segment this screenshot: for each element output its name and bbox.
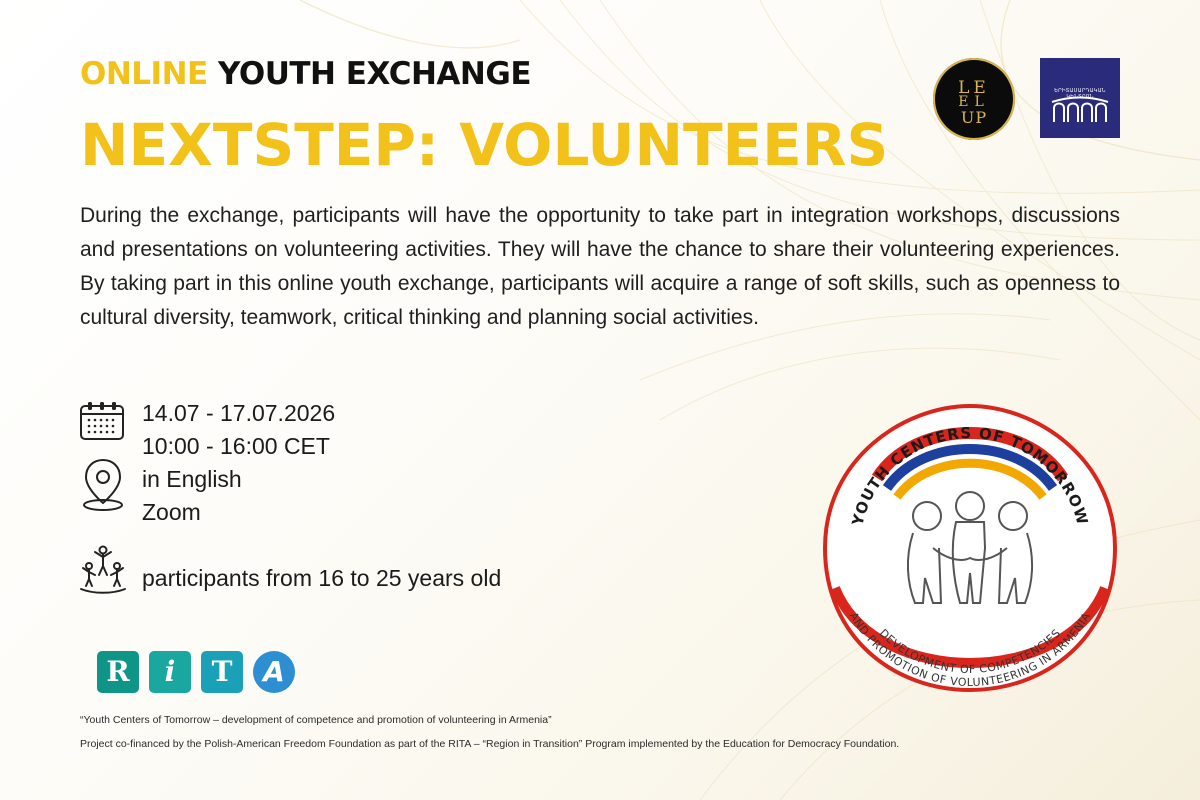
- level-up-line3: UP: [960, 108, 988, 127]
- kicker-rest: YOUTH EXCHANGE: [218, 56, 531, 92]
- calendar-icon: [79, 401, 125, 441]
- seal-top-text: YOUTH CENTERS OF TOMORROW: [848, 423, 1092, 528]
- youth-center-logo: [1040, 58, 1120, 138]
- event-description: During the exchange, participants will have the opportunity to take part in integration workshops, discussions and presentations on volunteering activities. They will have the chance to share their volunteering experiences. By taking part in this online youth exchange, participants will acquire a range of soft skills, such as openness to cultural diversity, teamwork, critical thinking and planning social activities.: [80, 204, 1120, 329]
- youth-center-caption: ԵՐԻՏԱՍԱՐԴԱԿԱՆ ԿԵՆՏՐՈՆ: [1054, 88, 1106, 100]
- people-group-icon: [78, 542, 128, 594]
- arches-icon: [1050, 96, 1110, 124]
- event-participants: participants from 16 to 25 years old: [142, 565, 502, 591]
- location-pin-icon: [80, 457, 126, 513]
- footer-funding: Project co-financed by the Polish-American Freedom Foundation as part of the RITA – “Region in Transition” Program implemented by the Education for Democracy Foundation.: [80, 738, 900, 750]
- level-up-line2: EL: [958, 94, 990, 110]
- event-language: in English: [142, 466, 242, 492]
- youth-centers-seal: [815, 398, 1125, 698]
- event-title: NEXTSTEP: VOLUNTEERS: [80, 111, 889, 179]
- kicker-accent: ONLINE: [80, 56, 208, 92]
- event-platform: Zoom: [142, 499, 201, 525]
- rita-letter-a: A: [253, 651, 295, 693]
- event-dates: 14.07 - 17.07.2026: [142, 400, 336, 426]
- level-up-line1: LE: [958, 78, 990, 98]
- seal-bottom-text-2: AND PROMOTION OF VOLUNTEERING IN ARMENIA: [846, 610, 1094, 690]
- rita-letter-t: T: [201, 651, 243, 693]
- level-up-logo: [933, 58, 1015, 140]
- footer-quote: “Youth Centers of Tomorrow – development of competence and promotion of volunteering in Armenia”: [80, 714, 552, 726]
- event-kicker: [80, 52, 531, 96]
- rita-letter-r: R: [97, 651, 139, 693]
- rita-letter-i: i: [149, 651, 191, 693]
- event-time: 10:00 - 16:00 CET: [142, 433, 330, 459]
- seal-bottom-text-1: DEVELOPMENT OF COMPETENCIES: [876, 626, 1064, 677]
